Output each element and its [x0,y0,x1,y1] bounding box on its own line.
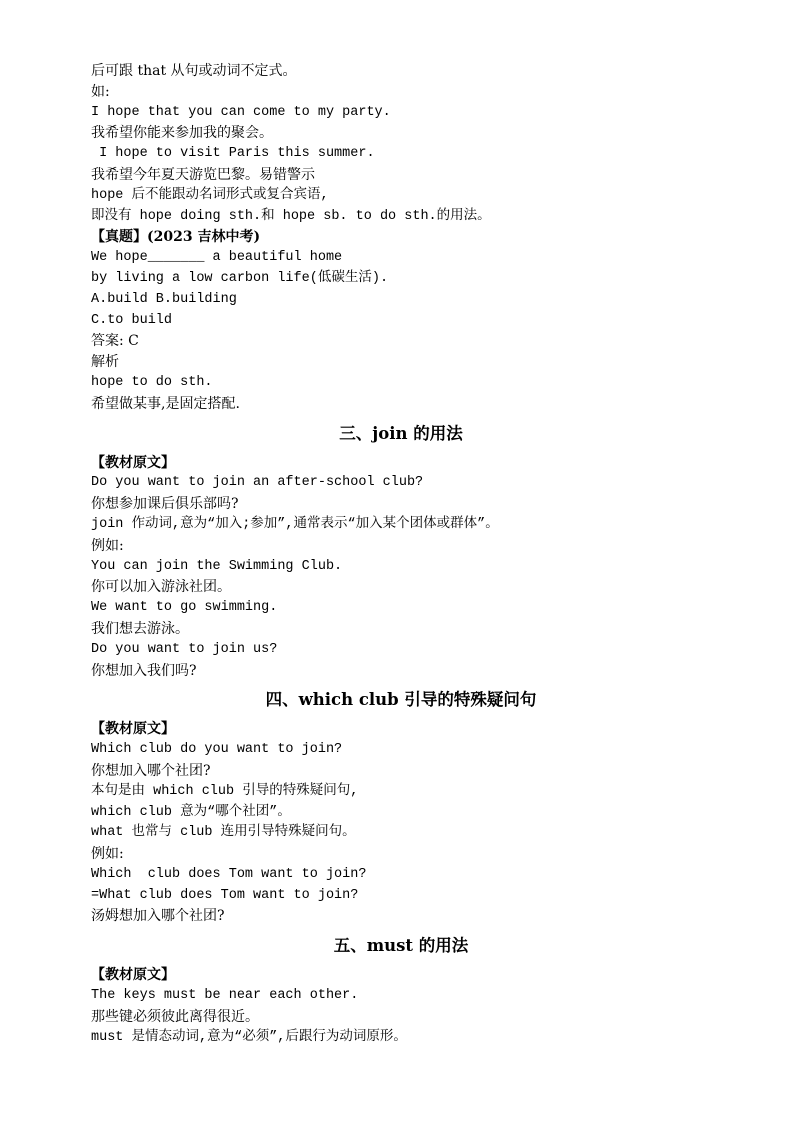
text-line: Which club does Tom want to join? [91,866,367,882]
section-2 [91,689,711,927]
text-line: 【教材原文】 [91,454,175,471]
text-line: I hope that you can come to my party. [91,104,391,120]
text-line: You can join the Swimming Club. [91,558,343,574]
section-0 [91,61,711,415]
text-line: We hope_______ a beautiful home [91,250,343,266]
text-line: 如: [91,83,110,100]
document-page [91,61,711,1048]
text-line: 那些键必须彼此离得很近。 [91,1008,259,1025]
text-line: 你想加入我们吗? [91,662,197,679]
section-heading: 三、join 的用法 [339,423,463,443]
text-line: join 作动词,意为“加入;参加”,通常表示“加入某个团体或群体”。 [91,516,499,532]
text-line: 你想加入哪个社团? [91,762,211,779]
text-line: 答案: C [91,333,139,350]
text-line: 即没有 hope doing sth.和 hope sb. to do sth.的用法。 [91,208,491,224]
text-line: 【教材原文】 [91,967,175,984]
text-line: 我们想去游泳。 [91,620,189,637]
section-3 [91,935,711,1048]
text-line: 希望做某事,是固定搭配. [91,395,240,412]
text-line: A.build B.building [91,291,237,307]
text-line: 后可跟 that 从句或动词不定式。 [91,63,297,79]
text-line: must 是情态动词,意为“必须”,后跟行为动词原形。 [91,1029,407,1045]
text-line: 例如: [91,537,124,554]
text-line: 例如: [91,846,124,863]
text-line: Which club do you want to join? [91,742,343,758]
text-line: C.to build [91,312,173,328]
section-heading: 五、must 的用法 [333,936,469,956]
text-line: Do you want to join us? [91,641,278,657]
text-line: 本句是由 which club 引导的特殊疑问句, [91,783,359,799]
text-line: The keys must be near each other. [91,988,359,1004]
text-line: hope 后不能跟动名词形式或复合宾语, [91,187,329,203]
text-line: 我希望你能来参加我的聚会。 [91,125,273,142]
text-line: by living a low carbon life(低碳生活). [91,270,389,286]
text-line: 你想参加课后俱乐部吗? [91,496,239,513]
text-line: 我希望今年夏天游览巴黎。易错警示 [91,166,315,183]
text-line: which club 意为“哪个社团”。 [91,804,291,820]
text-line: 【真题】(2023 吉林中考) [91,229,261,246]
text-line: 【教材原文】 [91,721,175,738]
text-line: 你可以加入游泳社团。 [91,579,231,596]
text-line: I hope to visit Paris this summer. [91,146,375,162]
text-line: We want to go swimming. [91,600,278,616]
text-line: what 也常与 club 连用引导特殊疑问句。 [91,825,356,841]
text-line: =What club does Tom want to join? [91,887,359,903]
section-1 [91,423,711,682]
section-heading: 四、which club 引导的特殊疑问句 [265,690,537,710]
text-line: 解析 [91,354,119,371]
text-line: Do you want to join an after-school club? [91,475,424,491]
text-line: 汤姆想加入哪个社团? [91,908,225,925]
text-line: hope to do sth. [91,374,213,390]
